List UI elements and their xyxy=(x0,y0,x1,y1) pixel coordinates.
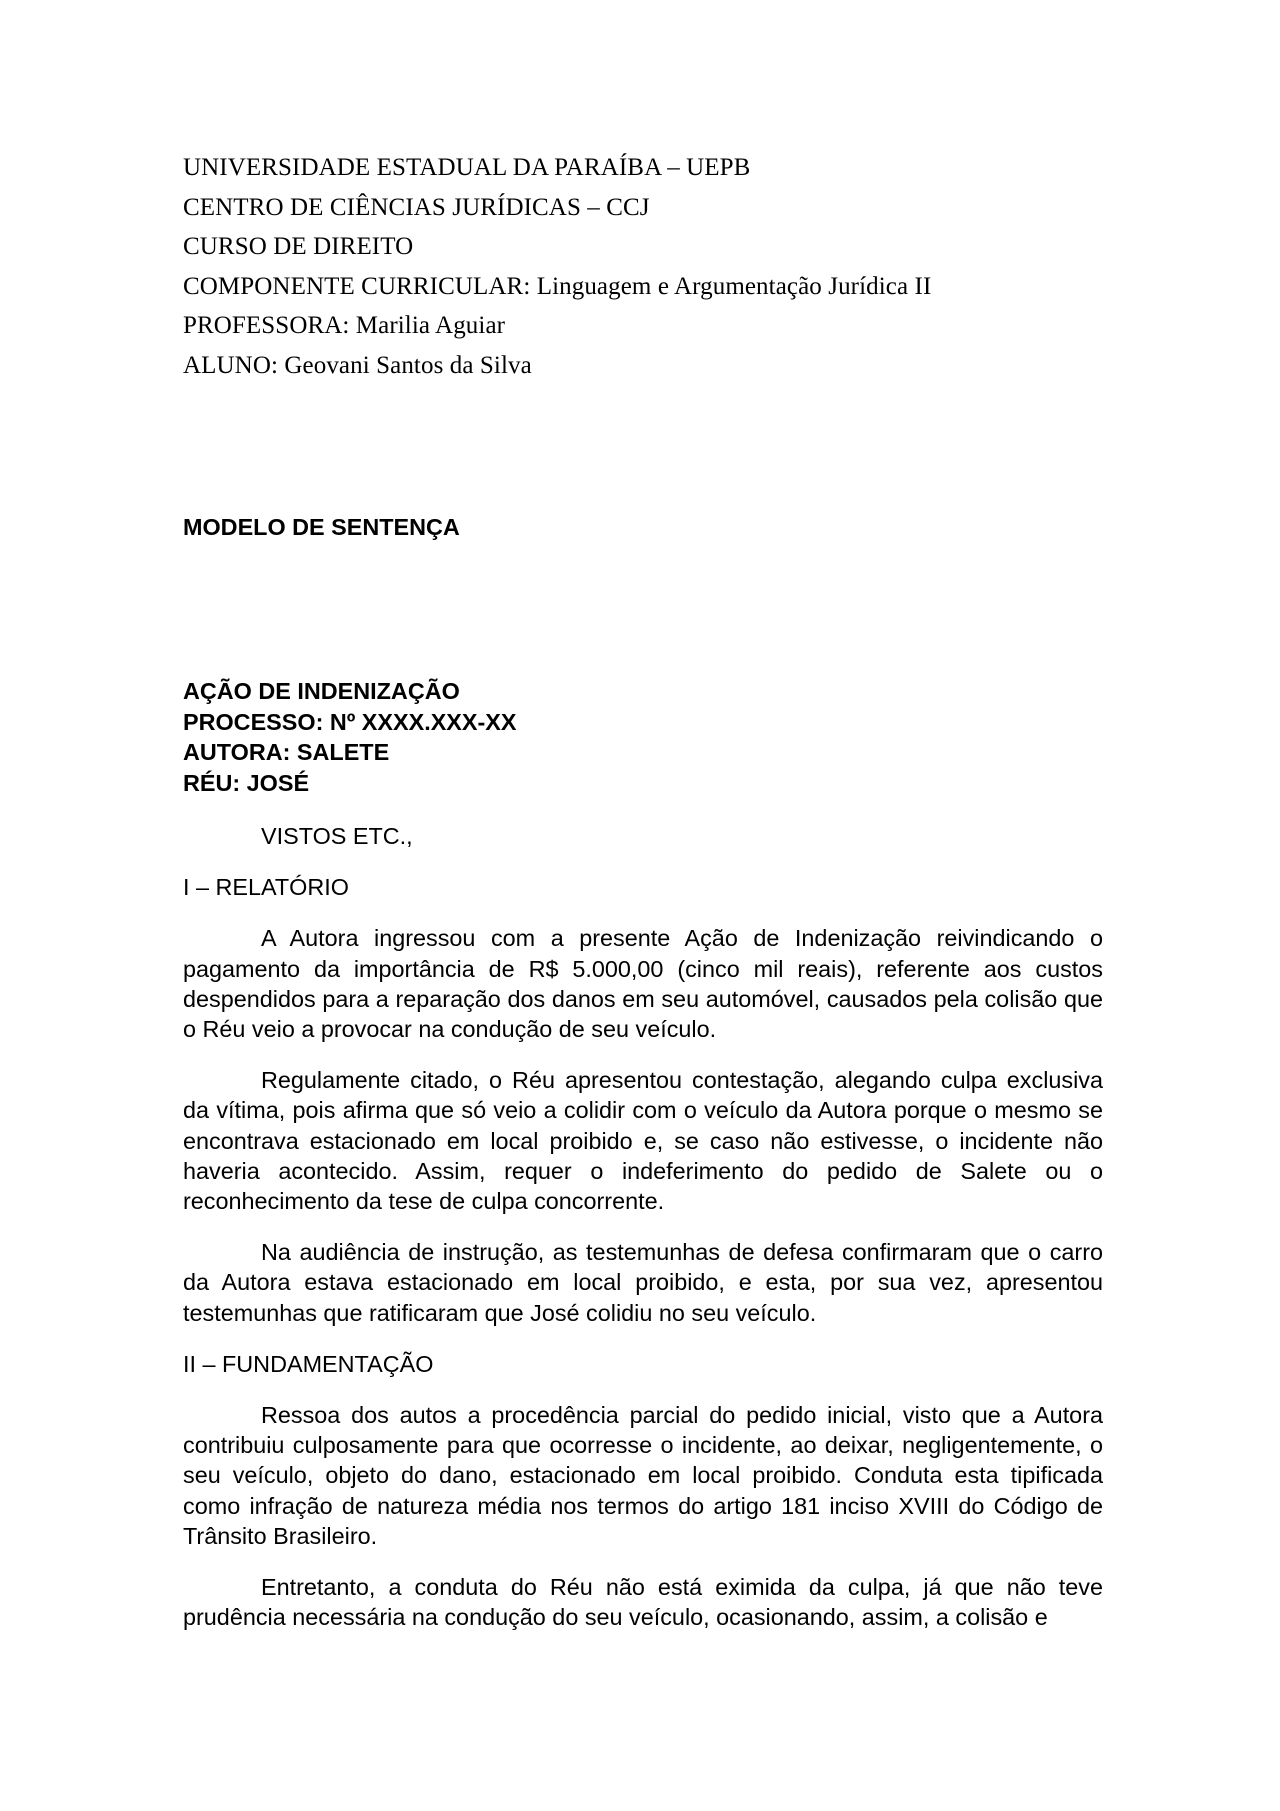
header-professor: PROFESSORA: Marilia Aguiar xyxy=(183,312,506,340)
case-process: PROCESSO: Nº XXXX.XXX-XX xyxy=(183,708,517,735)
paragraph: A Autora ingressou com a presente Ação de Indenização reivindicando o pagamento da importância de R$ 5.000,00 (cinco mil reais), referente aos custos despendidos para a reparação dos danos em seu automóvel, causados pela colisão que o Réu veio a provocar na condução de seu veículo. xyxy=(183,925,1103,1043)
header-student: ALUNO: Geovani Santos da Silva xyxy=(183,351,532,379)
header-course: CURSO DE DIREITO xyxy=(183,233,414,261)
sentence-body xyxy=(183,821,1103,1653)
case-action: AÇÃO DE INDENIZAÇÃO xyxy=(183,678,460,704)
opening-phrase: VISTOS ETC., xyxy=(261,823,413,849)
case-info xyxy=(183,676,517,798)
paragraph: Ressoa dos autos a procedência parcial do pedido inicial, visto que a Autora contribuiu culposamente para que ocorresse o incidente, ao deixar, negligentemente, o seu veículo, objeto do dano, estacionado em local proibido. Conduta esta tipificada como infração de natureza média nos termos do artigo 181 inciso XVIII do Código de Trânsito Brasileiro. xyxy=(183,1402,1103,1549)
section-heading-relatorio: I – RELATÓRIO xyxy=(183,874,349,901)
document-title: MODELO DE SENTENÇA xyxy=(183,514,460,540)
case-plaintiff: AUTORA: SALETE xyxy=(183,739,390,765)
case-defendant: RÉU: JOSÉ xyxy=(183,769,310,796)
institution-header xyxy=(183,148,931,386)
header-component: COMPONENTE CURRICULAR: Linguagem e Argumentação Jurídica II xyxy=(183,272,932,300)
header-center: CENTRO DE CIÊNCIAS JURÍDICAS – CCJ xyxy=(183,193,650,221)
paragraph: Regulamente citado, o Réu apresentou contestação, alegando culpa exclusiva da vítima, pois afirma que só veio a colidir com o veículo da Autora porque o mesmo se encontrava estacionado em local proibido e, se caso não estivesse, o incidente não haveria acontecido. Assim, requer o indeferimento do pedido de Salete ou o reconhecimento da tese de culpa concorrente. xyxy=(183,1067,1103,1215)
paragraph: Na audiência de instrução, as testemunhas de defesa confirmaram que o carro da Autora estava estacionado em local proibido, e esta, por sua vez, apresentou testemunhas que ratificaram que José colidiu no seu veículo. xyxy=(183,1239,1103,1326)
paragraph: Entretanto, a conduta do Réu não está eximida da culpa, já que não teve prudência necessária na condução do seu veículo, ocasionando, assim, a colisão e xyxy=(183,1574,1103,1631)
section-heading-fundamentacao: II – FUNDAMENTAÇÃO xyxy=(183,1350,434,1377)
header-university: UNIVERSIDADE ESTADUAL DA PARAÍBA – UEPB xyxy=(183,154,751,181)
